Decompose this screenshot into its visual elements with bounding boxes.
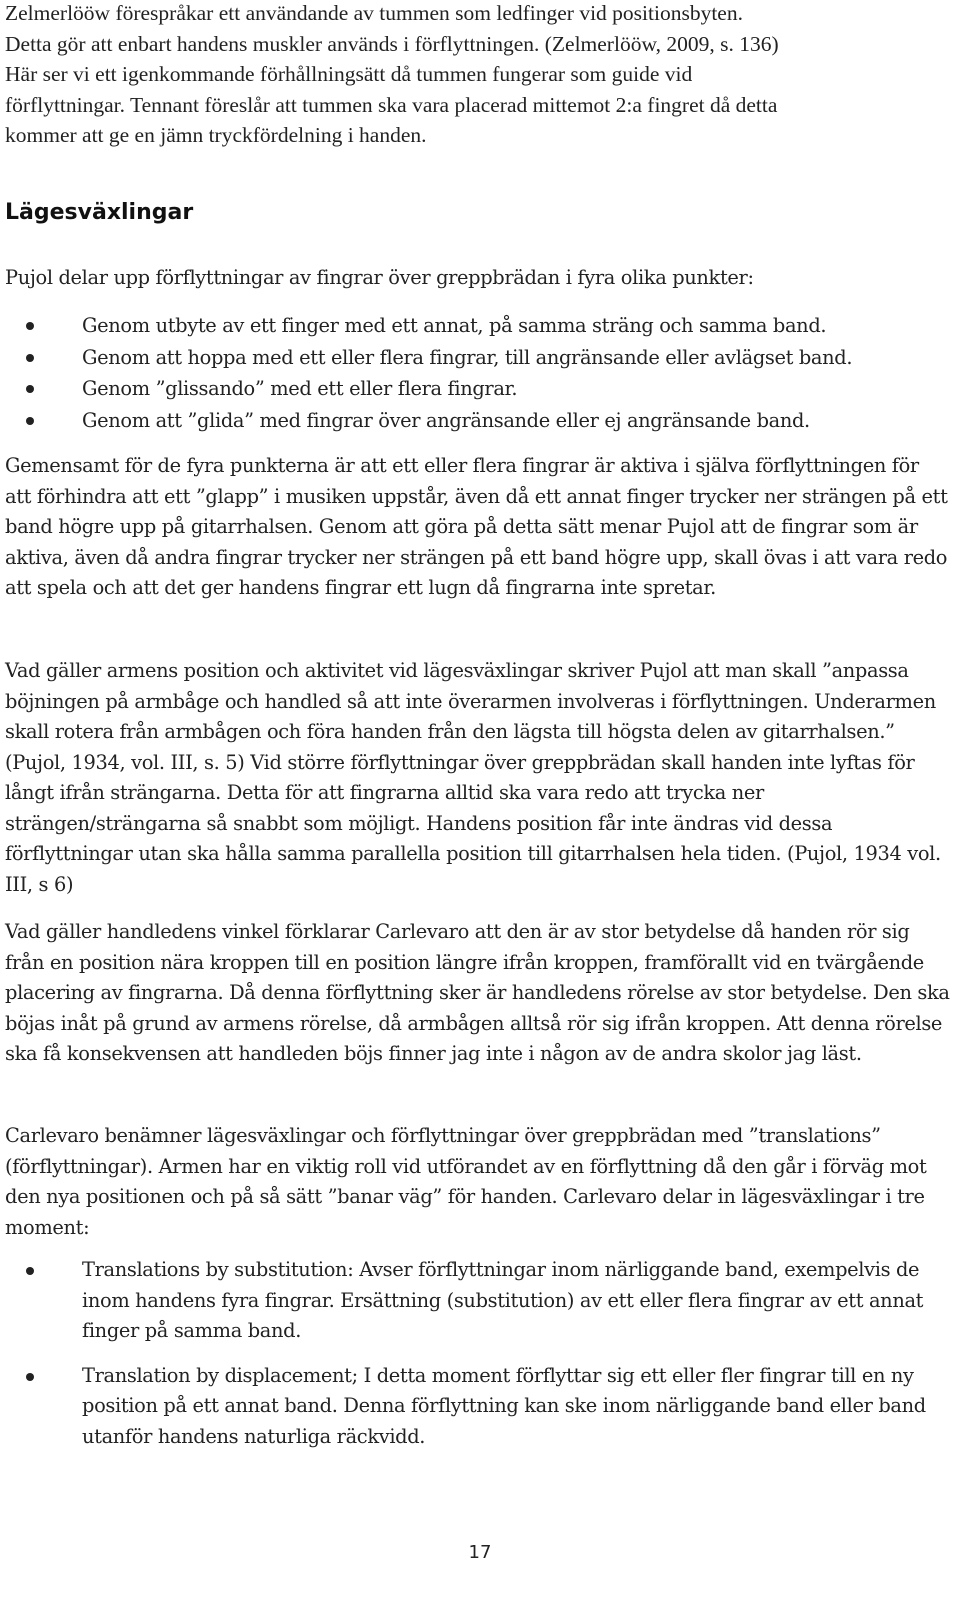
list-item [0, 1255, 950, 1347]
body-paragraph [5, 451, 950, 604]
list-item [0, 1361, 950, 1453]
list-item [0, 310, 950, 342]
intro-paragraph [5, 0, 955, 151]
body-paragraph [5, 1121, 950, 1243]
bullet-icon [26, 1267, 34, 1275]
body-paragraph [5, 656, 950, 900]
section-lead: Pujol delar upp förflyttningar av fingrar över greppbrädan i fyra olika punkter: [5, 266, 754, 289]
bullet-icon [26, 417, 34, 425]
bullet-icon [26, 354, 34, 362]
intro-line: Zelmerlööw förespråkar ett användande av tummen som ledfinger vid positionsbyten. [5, 1, 743, 25]
intro-line: kommer att ge en jämn tryckfördelning i handen. [5, 123, 427, 147]
body-paragraph [5, 917, 950, 1070]
paragraph-text: Gemensamt för de fyra punkterna är att ett eller flera fingrar är aktiva i själva förflyttningen för att förhindra att ett ”glapp” i musiken uppstår, även då ett annat finger trycker ner strängen på ett band högre upp på gitarrhalsen. Genom att göra på detta sätt menar Pujol att de fingrar som är aktiva, även då andra fingrar trycker ner strängen på ett band högre upp, skall övas i att vara redo att spela och att det ger handens fingrar ett lugn då fingrarna inte spretar. [5, 454, 948, 599]
paragraph-text: Vad gäller handledens vinkel förklarar Carlevaro att den är av stor betydelse då handen rör sig från en position nära kroppen till en position längre ifrån kroppen, framförallt vid en tvärgående placering av fingrarna. Då denna förflyttning sker är handledens rörelse av stor betydelse. Den ska böjas inåt på grund av armens rörelse, då armbågen alltså rör sig ifrån kroppen. Att denna rörelse ska få konsekvensen att handleden böjs finner jag inte i någon av de andra skolor jag läst. [5, 920, 950, 1065]
list-item [0, 373, 950, 405]
intro-line: Här ser vi ett igenkommande förhållningsätt då tummen fungerar som guide vid [5, 62, 693, 86]
list-item-text: Translation by displacement; I detta moment förflyttar sig ett eller fler fingrar till en ny position på ett annat band. Denna förflyttning kan ske inom närliggande band eller band utanför handens naturliga räckvidd. [82, 1363, 926, 1448]
intro-line: förflyttningar. Tennant föreslår att tummen ska vara placerad mittemot 2:a fingret då detta [5, 92, 778, 117]
list-item [0, 405, 950, 437]
list-item [0, 342, 950, 374]
list-item-text: Genom att hoppa med ett eller flera fingrar, till angränsande eller avlägset band. [82, 345, 853, 369]
paragraph-text: Carlevaro benämner lägesväxlingar och förflyttningar över greppbrädan med ”translations” (förflyttningar). Armen har en viktig roll vid utförandet av en förflyttning då den går i förväg mot den nya positionen och på så sätt ”banar väg” för handen. Carlevaro delar in lägesväxlingar i tre moment: [5, 1124, 927, 1239]
bullet-icon [26, 385, 34, 393]
paragraph-text: Vad gäller armens position och aktivitet vid lägesväxlingar skriver Pujol att man skall ”anpassa böjningen på armbåge och handled så att inte överarmen involveras i förflyttningen. Underarmen skall rotera från armbågen och föra handen från den lägsta till högsta delen av gitarrhalsen.” (Pujol, 1934, vol. III, s. 5) Vid större förflyttningar över greppbrädan skall handen inte lyftas för långt ifrån strängarna. Detta för att fingrarna alltid ska vara redo att trycka ner strängen/strängarna så snabbt som möjligt. Handens position får inte ändras vid dessa förflyttningar utan ska hålla samma parallella position till gitarrhalsen hela tiden. (Pujol, 1934 vol. III, s 6) [5, 659, 941, 896]
pujol-points-list [0, 310, 950, 436]
list-item-text: Genom ”glissando” med ett eller flera fingrar. [82, 377, 518, 400]
list-item-text: Translations by substitution: Avser förflyttningar inom närliggande band, exempelvis de inom handens fyra fingrar. Ersättning (substitution) av ett eller flera fingrar av ett annat finger på samma band. [82, 1258, 924, 1342]
bullet-icon [26, 322, 34, 330]
carlevaro-moments-list [0, 1255, 950, 1466]
section-heading: Lägesväxlingar [5, 200, 194, 225]
bullet-icon [26, 1373, 34, 1381]
list-item-text: Genom utbyte av ett finger med ett annat, på samma sträng och samma band. [82, 314, 827, 337]
intro-line: Detta gör att enbart handens muskler används i förflyttningen. (Zelmerlööw, 2009, s. 136) [5, 31, 779, 56]
page-number: 17 [468, 1542, 492, 1563]
list-item-text: Genom att ”glida” med fingrar över angränsande eller ej angränsande band. [82, 408, 810, 432]
